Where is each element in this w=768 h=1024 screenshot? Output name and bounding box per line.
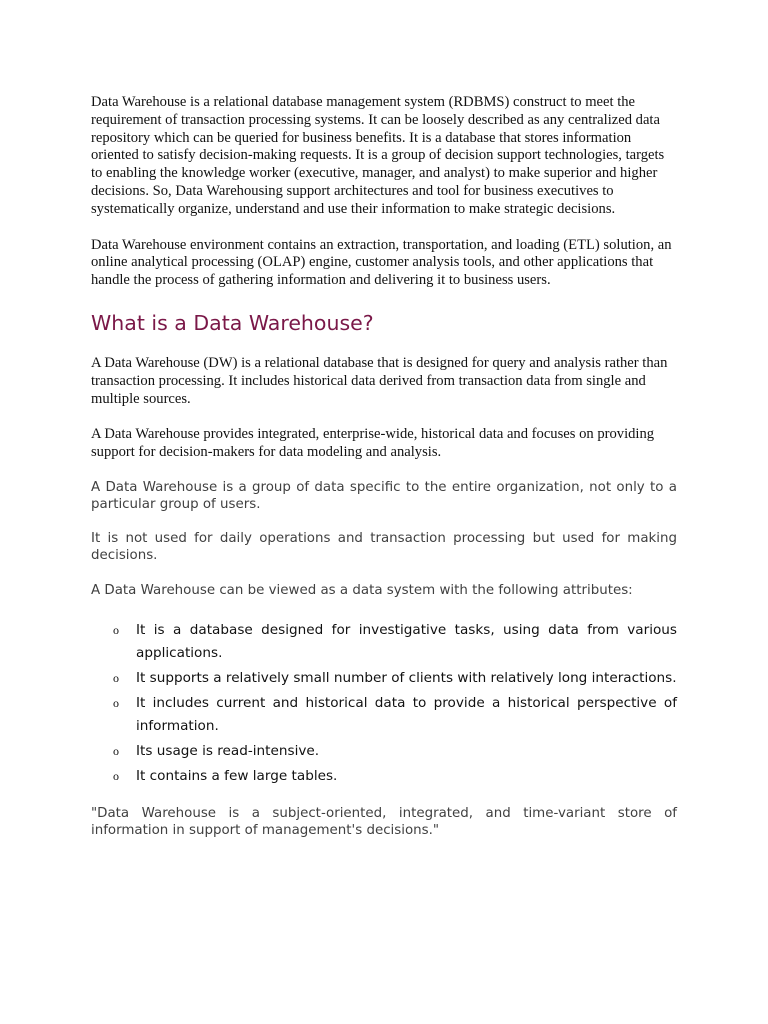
document-page xyxy=(91,94,677,839)
quote-paragraph: "Data Warehouse is a subject-oriented, integrated, and time-variant store of information in support of management's decisions." xyxy=(91,805,677,838)
bullet-icon: o xyxy=(113,670,119,685)
bullet-icon: o xyxy=(113,622,119,637)
definition-paragraph: A Data Warehouse (DW) is a relational database that is designed for query and analysis rather than transaction processing. It includes historical data derived from transaction data from single and multiple sources. xyxy=(91,354,668,407)
intro-paragraph: Data Warehouse is a relational database management system (RDBMS) construct to meet the requirement of transaction processing systems. It can be loosely described as any centralized data repository which can be queried for business benefits. It is a database that stores information oriented to satisfy decision-making requests. It is a group of decision support technologies, targets to enabling the knowledge worker (executive, manager, and analyst) to make superior and higher decisions. So, Data Warehousing support architectures and tool for business executives to systematically organize, understand and use their information to make strategic decisions. xyxy=(91,94,665,217)
list-item xyxy=(91,692,677,738)
list-item-text: It includes current and historical data to provide a historical perspective of information. xyxy=(136,694,677,734)
list-item xyxy=(91,740,677,763)
detail-paragraph: A Data Warehouse is a group of data specific to the entire organization, not only to a particular group of users. xyxy=(91,479,677,512)
section-heading: What is a Data Warehouse? xyxy=(91,310,374,335)
list-item-text: It contains a few large tables. xyxy=(136,767,338,784)
list-item xyxy=(91,619,677,665)
bullet-icon: o xyxy=(113,743,119,758)
bullet-icon: o xyxy=(113,768,119,783)
list-item-text: Its usage is read-intensive. xyxy=(136,742,320,759)
definition-paragraph: A Data Warehouse provides integrated, enterprise-wide, historical data and focuses on providing support for decision-makers for data modeling and analysis. xyxy=(91,426,655,461)
list-item xyxy=(91,765,677,788)
list-item xyxy=(91,667,677,690)
list-item-text: It is a database designed for investigative tasks, using data from various applications. xyxy=(136,621,677,661)
bullet-icon: o xyxy=(113,695,119,710)
detail-paragraph: A Data Warehouse can be viewed as a data system with the following attributes: xyxy=(91,582,633,598)
intro-paragraph: Data Warehouse environment contains an extraction, transportation, and loading (ETL) solution, an online analytical processing (OLAP) engine, customer analysis tools, and other applications that handle the process of gathering information and delivering it to business users. xyxy=(91,236,672,289)
attribute-list xyxy=(91,619,677,788)
list-item-text: It supports a relatively small number of clients with relatively long interactions. xyxy=(136,669,677,686)
detail-paragraph: It is not used for daily operations and transaction processing but used for making decisions. xyxy=(91,530,677,563)
